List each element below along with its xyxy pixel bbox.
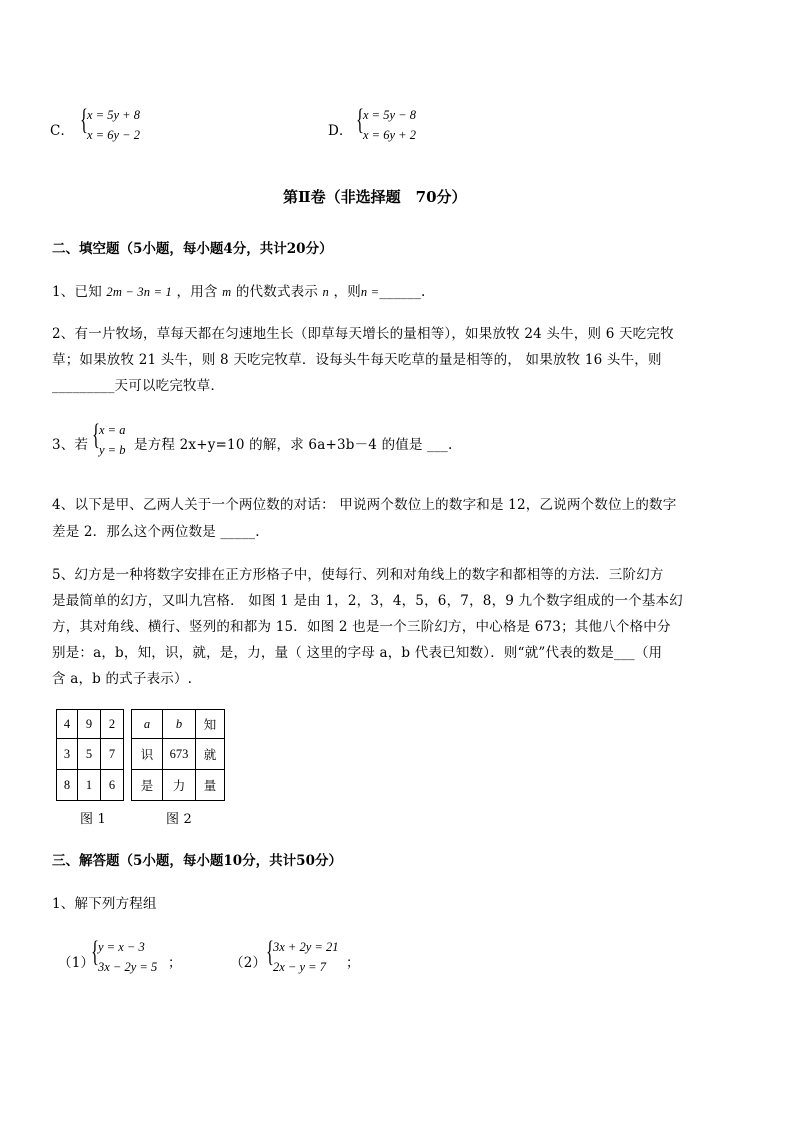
section2-heading: 二、填空题（5小题，每小题4分，共计20分） bbox=[52, 241, 333, 257]
option-d-label: D． bbox=[328, 123, 353, 139]
figure2-magic-square bbox=[131, 709, 225, 801]
a1-part2-end: ； bbox=[346, 955, 360, 971]
fig1-cell: 6 bbox=[101, 770, 124, 801]
fig2-cell: 是 bbox=[132, 770, 163, 801]
option-c-eq1: x = 5y + 8 bbox=[87, 108, 140, 122]
q5-line2: 是最简单的幻方，又叫九宫格． 如图 1 是由 1，2，3，4，5，6，7，8，9 九个数字组成的一个基本幻 bbox=[52, 593, 683, 609]
q3-eq1: x = a bbox=[99, 423, 126, 437]
q1-n-eq: n = bbox=[360, 285, 380, 299]
fig1-cell: 4 bbox=[57, 710, 78, 739]
figure1-magic-square bbox=[56, 709, 124, 801]
q1-part4: ，则 bbox=[333, 284, 361, 300]
fig2-cell: b bbox=[163, 710, 196, 739]
fig2-cell: 识 bbox=[132, 739, 163, 770]
q1-n: n bbox=[322, 285, 329, 299]
a1-part2-label: （2） bbox=[230, 955, 267, 971]
fig1-cell: 3 bbox=[57, 739, 78, 770]
a1-part2-eq2: 2x − y = 7 bbox=[273, 960, 326, 974]
q3-part2: 是方程 2x+y=10 的解，求 6a+3b－4 的值是 ___. bbox=[134, 437, 453, 453]
fig1-cell: 2 bbox=[101, 710, 124, 739]
q1-part3: 的代数式表示 bbox=[235, 284, 319, 300]
q5-line1: 5、幻方是一种将数字安排在正方形格子中，使每行、列和对角线上的数字和都相等的方法．三阶幻方 bbox=[52, 567, 664, 583]
q2-line3: _________天可以吃完牧草． bbox=[52, 378, 225, 394]
q3-part1: 3、若 bbox=[52, 437, 89, 453]
fig2-cell: a bbox=[132, 710, 163, 739]
fig1-cell: 1 bbox=[78, 770, 101, 801]
fig1-cell: 8 bbox=[57, 770, 78, 801]
fig2-cell: 量 bbox=[196, 770, 225, 801]
a1-part1-label: （1） bbox=[58, 955, 95, 971]
fig1-cell: 7 bbox=[101, 739, 124, 770]
q5-line3: 方，其对角线、横行、竖列的和都为 15．如图 2 也是一个三阶幻方，中心格是 673；其他八个格中分 bbox=[52, 619, 671, 635]
q5-line4: 别是：a，b，知，识，就，是，力，量（ 这里的字母 a，b 代表已知数）．则“就”代表的数是___（用 bbox=[52, 645, 663, 661]
q1-m: m bbox=[222, 285, 232, 299]
q1-part1: 1、已知 bbox=[52, 284, 102, 300]
fig1-cell: 9 bbox=[78, 710, 101, 739]
q1-equation: 2m − 3n = 1 bbox=[106, 285, 172, 299]
fig2-cell: 力 bbox=[163, 770, 196, 801]
q1-part2: ，用含 bbox=[176, 284, 218, 300]
q1-blank: ______. bbox=[379, 284, 426, 300]
fig2-cell: 就 bbox=[196, 739, 225, 770]
q2-line2: 草；如果放牧 21 头牛，则 8 天吃完牧草．设每头牛每天吃草的量是相等的， 如果放牧 16 头牛，则 bbox=[52, 352, 662, 368]
q3-eq2: y = b bbox=[99, 443, 126, 457]
q2-line1: 2、有一片牧场，草每天都在匀速地生长（即草每天增长的量相等），如果放牧 24 头牛，则 6 天吃完牧 bbox=[52, 326, 674, 342]
fig2-cell: 知 bbox=[196, 710, 225, 739]
option-d-eq1: x = 5y − 8 bbox=[363, 108, 416, 122]
a1-part1-eq2: 3x − 2y = 5 bbox=[98, 960, 158, 974]
option-c-label: C． bbox=[50, 123, 75, 139]
q4-line2: 差是 2．那么这个两位数是 _____. bbox=[52, 524, 260, 540]
q4-line1: 4、以下是甲、乙两人关于一个两位数的对话： 甲说两个数位上的数字和是 12，乙说两个数位上的数字 bbox=[52, 497, 677, 513]
part2-title: 第Ⅱ卷（非选择题 70分） bbox=[283, 188, 467, 206]
q1-text bbox=[52, 280, 426, 300]
figure2-caption: 图 2 bbox=[166, 812, 193, 827]
a1-part1-eq1: y = x − 3 bbox=[98, 940, 145, 954]
a1-title: 1、解下列方程组 bbox=[52, 896, 157, 912]
section3-heading: 三、解答题（5小题，每小题10分，共计50分） bbox=[52, 853, 342, 869]
q5-line5: 含 a，b 的式子表示）. bbox=[52, 671, 193, 687]
fig1-cell: 5 bbox=[78, 739, 101, 770]
figure1-caption: 图 1 bbox=[80, 812, 107, 827]
a1-part1-end: ； bbox=[168, 955, 182, 971]
option-d-eq2: x = 6y + 2 bbox=[363, 128, 416, 142]
a1-part2-eq1: 3x + 2y = 21 bbox=[273, 940, 339, 954]
option-c-eq2: x = 6y − 2 bbox=[87, 128, 140, 142]
fig2-cell: 673 bbox=[163, 739, 196, 770]
